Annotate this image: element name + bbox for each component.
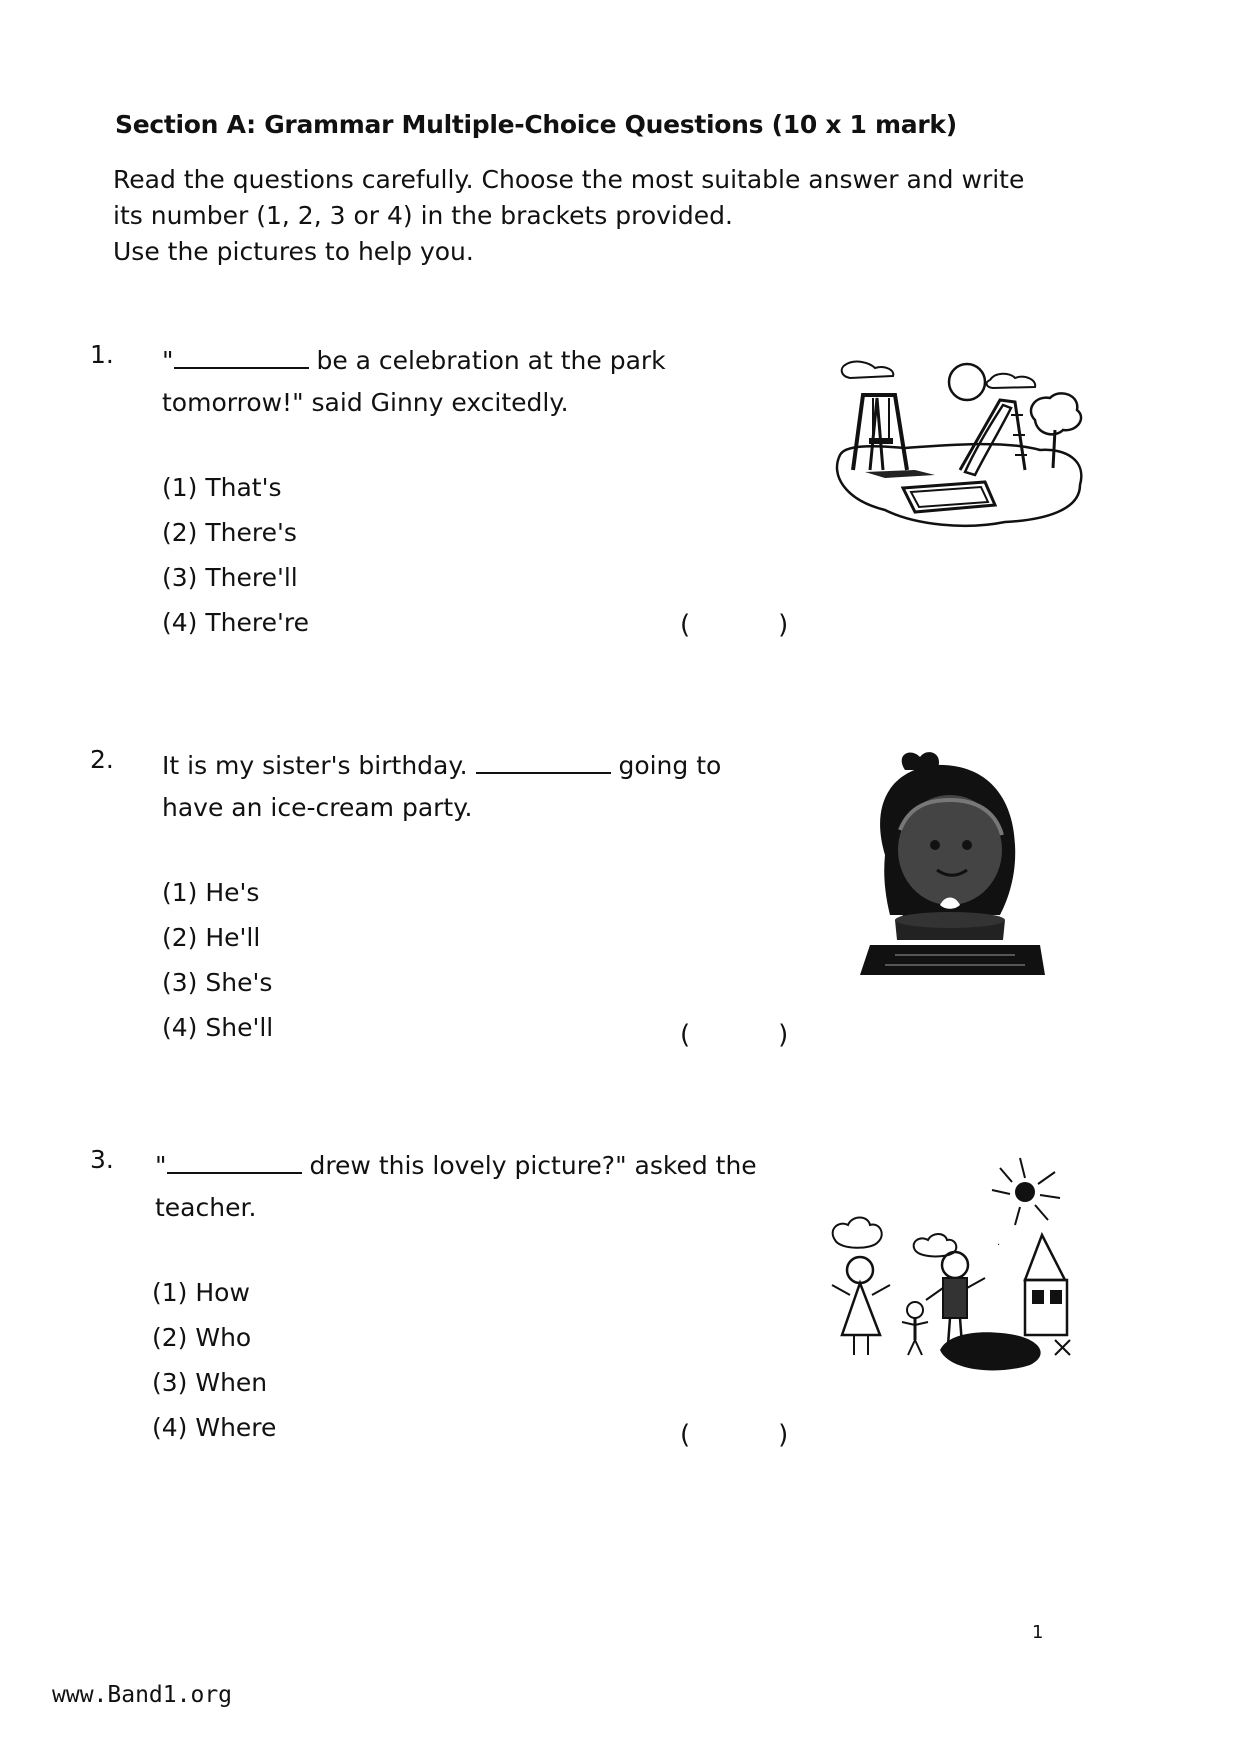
options-list [162,465,309,645]
girl-with-cake-illustration [855,745,1055,985]
stem-text: drew this lovely picture?" asked the [301,1151,757,1180]
bracket-open: ( [680,1020,691,1050]
answer-brackets[interactable] [680,1020,788,1050]
option-4: (4) She'll [162,1013,274,1042]
stem-text: teacher. [155,1193,257,1222]
answer-blank [174,345,309,369]
question-number: 2. [90,745,114,774]
options-list [162,870,273,1050]
stem-text: " [155,1151,167,1180]
option-4: (4) Where [152,1413,277,1442]
stem-text: It is my sister's birthday. [162,751,476,780]
child-drawing-family-illustration [820,1150,1085,1380]
question-stem [155,1145,795,1229]
bracket-open: ( [680,1420,691,1450]
option-2: (2) There's [162,518,297,547]
svg-text:.: . [997,1237,1001,1248]
question-stem [162,340,802,424]
bracket-close: ) [778,1020,789,1050]
stem-text: going to [610,751,722,780]
option-2: (2) He'll [162,923,261,952]
stem-text: tomorrow!" said Ginny excitedly. [162,388,569,417]
bracket-close: ) [778,1420,789,1450]
footer-url[interactable]: www.Band1.org [52,1682,233,1708]
option-1: (1) That's [162,473,282,502]
answer-brackets[interactable] [680,1420,788,1450]
option-2: (2) Who [152,1323,252,1352]
instructions [113,162,1073,270]
playground-illustration [825,360,1095,550]
option-1: (1) How [152,1278,250,1307]
answer-blank [476,750,611,774]
instruction-line: its number (1, 2, 3 or 4) in the brackets provided. [113,201,733,230]
bracket-open: ( [680,610,691,640]
option-1: (1) He's [162,878,260,907]
stem-text: " [162,346,174,375]
answer-brackets[interactable] [680,610,788,640]
answer-blank [167,1150,302,1174]
page-number: 1 [1032,1622,1044,1643]
question-stem [162,745,802,829]
options-list [152,1270,276,1450]
bracket-close: ) [778,610,789,640]
question-number: 3. [90,1145,114,1174]
stem-text: be a celebration at the park [308,346,666,375]
option-3: (3) There'll [162,563,298,592]
stem-text: have an ice-cream party. [162,793,473,822]
instruction-line: Use the pictures to help you. [113,237,474,266]
option-4: (4) There're [162,608,309,637]
question-number: 1. [90,340,114,369]
instruction-line: Read the questions carefully. Choose the most suitable answer and write [113,165,1025,194]
section-title: Section A: Grammar Multiple-Choice Questions (10 x 1 mark) [115,110,957,139]
option-3: (3) She's [162,968,273,997]
option-3: (3) When [152,1368,268,1397]
